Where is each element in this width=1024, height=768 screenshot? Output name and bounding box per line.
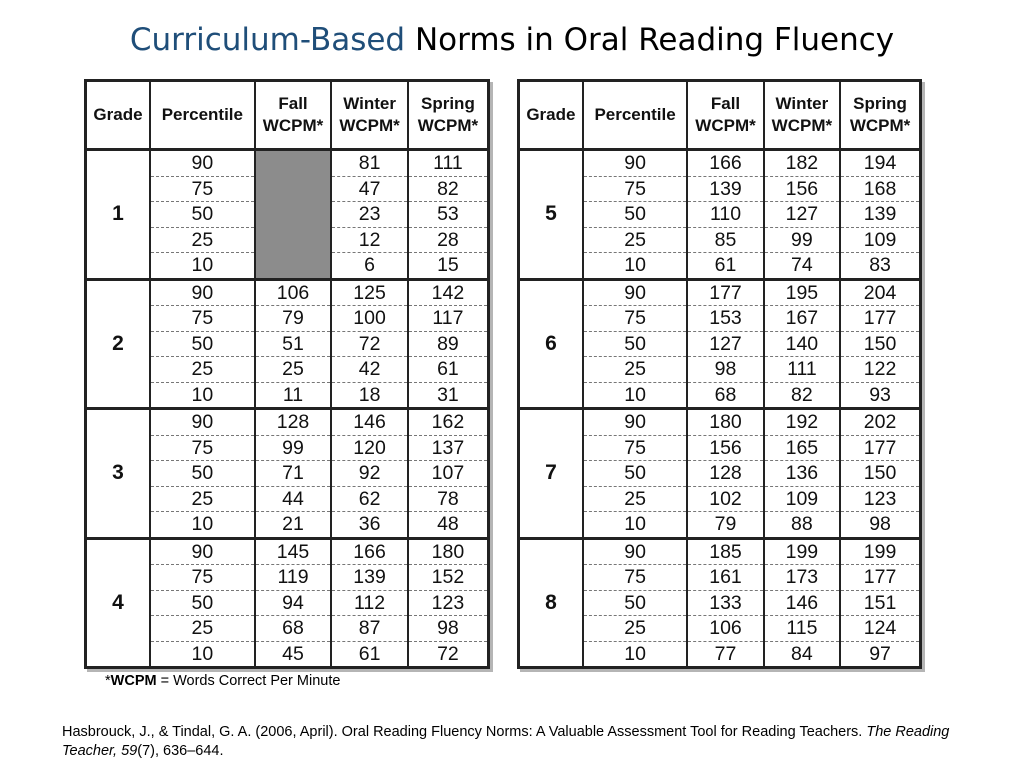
percentile-cell: 25 [583,486,688,512]
percentile-cell: 50 [583,461,688,487]
winter-cell: 146 [764,590,840,616]
spring-cell: 111 [408,150,489,177]
fall-cell: 98 [687,357,763,383]
fall-cell: 166 [687,150,763,177]
fall-cell: 102 [687,486,763,512]
footnote-definition: = Words Correct Per Minute [156,673,341,689]
percentile-cell: 25 [583,357,688,383]
header-row [86,81,489,150]
fall-header [687,81,763,150]
fall-cell: 185 [687,538,763,565]
winter-cell: 84 [764,641,840,668]
winter-cell: 140 [764,331,840,357]
fall-cell: 68 [255,616,332,642]
percentile-cell: 10 [150,641,255,668]
spring-cell: 139 [840,202,920,228]
winter-cell: 112 [331,590,408,616]
fall-header [255,81,332,150]
fall-header-line: Fall [278,94,308,113]
spring-cell: 93 [840,382,920,409]
percentile-cell: 90 [150,279,255,306]
fall-cell: 68 [687,382,763,409]
spring-cell: 180 [408,538,489,565]
fall-cell: 128 [255,409,332,436]
spring-cell: 72 [408,641,489,668]
winter-cell: 115 [764,616,840,642]
wcpm-footnote [105,673,340,689]
percentile-cell: 50 [150,590,255,616]
fall-cell: 45 [255,641,332,668]
table-row [86,538,489,565]
fall-cell: 11 [255,382,332,409]
percentile-cell: 75 [150,565,255,591]
spring-header [408,81,489,150]
spring-cell: 123 [408,590,489,616]
table-row [86,150,489,177]
winter-cell: 12 [331,227,408,253]
spring-cell: 31 [408,382,489,409]
fall-cell: 44 [255,486,332,512]
percentile-cell: 75 [583,435,688,461]
grade-cell: 8 [519,538,583,668]
spring-cell: 177 [840,565,920,591]
percentile-header: Percentile [150,81,255,150]
table-row [86,279,489,306]
spring-header-line: Spring [853,94,907,113]
spring-header [840,81,920,150]
winter-cell: 81 [331,150,408,177]
fall-cell: 180 [687,409,763,436]
percentile-header: Percentile [583,81,688,150]
fall-cell-not-assessed [255,253,332,280]
spring-cell: 82 [408,176,489,202]
winter-cell: 109 [764,486,840,512]
spring-cell: 89 [408,331,489,357]
percentile-cell: 50 [150,331,255,357]
fall-cell: 127 [687,331,763,357]
table-row [519,279,921,306]
spring-cell: 137 [408,435,489,461]
percentile-cell: 50 [150,202,255,228]
spring-cell: 204 [840,279,920,306]
spring-cell: 150 [840,461,920,487]
grade-cell: 7 [519,409,583,539]
norms-table-grades-1-4 [84,79,490,669]
winter-cell: 82 [764,382,840,409]
spring-cell: 109 [840,227,920,253]
percentile-cell: 75 [583,176,688,202]
fall-cell: 106 [255,279,332,306]
fall-cell: 145 [255,538,332,565]
spring-cell: 98 [408,616,489,642]
winter-cell: 111 [764,357,840,383]
spring-cell: 98 [840,512,920,539]
fall-cell: 156 [687,435,763,461]
winter-cell: 166 [331,538,408,565]
spring-cell: 83 [840,253,920,280]
fall-cell: 133 [687,590,763,616]
fall-cell: 51 [255,331,332,357]
percentile-cell: 50 [583,331,688,357]
percentile-cell: 50 [583,590,688,616]
spring-cell: 15 [408,253,489,280]
fall-header-line: WCPM* [262,116,324,135]
percentile-cell: 90 [150,150,255,177]
winter-cell: 62 [331,486,408,512]
spring-header-line: WCPM* [849,116,911,135]
spring-header-line: WCPM* [417,116,479,135]
winter-cell: 195 [764,279,840,306]
percentile-cell: 90 [150,538,255,565]
percentile-cell: 90 [583,150,688,177]
spring-cell: 117 [408,306,489,332]
fall-cell: 25 [255,357,332,383]
winter-cell: 88 [764,512,840,539]
citation-pages: (7), 636–644. [137,743,224,759]
fall-cell-not-assessed [255,202,332,228]
fall-cell: 79 [687,512,763,539]
percentile-cell: 25 [150,227,255,253]
fall-cell: 77 [687,641,763,668]
winter-cell: 146 [331,409,408,436]
spring-cell: 122 [840,357,920,383]
winter-header-line: WCPM* [339,116,400,135]
spring-cell: 152 [408,565,489,591]
spring-cell: 123 [840,486,920,512]
winter-cell: 23 [331,202,408,228]
norms-table-grades-5-8 [517,79,922,669]
fall-header-line: WCPM* [695,116,756,135]
winter-cell: 136 [764,461,840,487]
percentile-cell: 75 [583,565,688,591]
percentile-cell: 75 [583,306,688,332]
fall-cell: 85 [687,227,763,253]
title-highlight: Curriculum-Based [129,22,406,58]
winter-cell: 36 [331,512,408,539]
fall-cell: 94 [255,590,332,616]
percentile-cell: 10 [583,641,688,668]
percentile-cell: 50 [150,461,255,487]
percentile-cell: 90 [583,279,688,306]
fall-cell-not-assessed [255,227,332,253]
winter-cell: 47 [331,176,408,202]
spring-cell: 202 [840,409,920,436]
percentile-cell: 10 [150,512,255,539]
spring-cell: 97 [840,641,920,668]
percentile-cell: 25 [150,357,255,383]
winter-cell: 72 [331,331,408,357]
fall-cell: 106 [687,616,763,642]
grade-cell: 1 [86,150,150,280]
fall-cell-not-assessed [255,150,332,177]
percentile-cell: 10 [583,253,688,280]
table-row [519,409,921,436]
fall-cell: 153 [687,306,763,332]
percentile-cell: 10 [583,512,688,539]
spring-cell: 194 [840,150,920,177]
grade-header: Grade [86,81,150,150]
table-row [519,538,921,565]
grade-cell: 3 [86,409,150,539]
winter-header-line: WCPM* [771,116,833,135]
fall-header-line: Fall [710,94,741,113]
spring-cell: 78 [408,486,489,512]
winter-cell: 173 [764,565,840,591]
winter-cell: 61 [331,641,408,668]
table-row [519,150,921,177]
fall-cell: 99 [255,435,332,461]
fall-cell: 61 [687,253,763,280]
citation [62,723,962,761]
winter-cell: 6 [331,253,408,280]
grade-cell: 6 [519,279,583,409]
spring-cell: 177 [840,435,920,461]
grade-cell: 2 [86,279,150,409]
fall-cell: 71 [255,461,332,487]
winter-cell: 100 [331,306,408,332]
percentile-cell: 75 [150,435,255,461]
spring-cell: 162 [408,409,489,436]
footnote-star: * [105,673,111,689]
winter-cell: 92 [331,461,408,487]
percentile-cell: 90 [583,409,688,436]
percentile-cell: 75 [150,176,255,202]
percentile-cell: 25 [583,227,688,253]
winter-cell: 18 [331,382,408,409]
spring-cell: 107 [408,461,489,487]
winter-header [331,81,408,150]
percentile-cell: 25 [583,616,688,642]
percentile-cell: 10 [150,382,255,409]
spring-cell: 53 [408,202,489,228]
winter-cell: 167 [764,306,840,332]
winter-cell: 182 [764,150,840,177]
slide-title [0,22,1024,58]
fall-cell: 177 [687,279,763,306]
winter-cell: 99 [764,227,840,253]
winter-header-line: Winter [775,94,829,113]
fall-cell-not-assessed [255,176,332,202]
spring-cell: 61 [408,357,489,383]
grade-header: Grade [519,81,583,150]
spring-cell: 28 [408,227,489,253]
spring-cell: 124 [840,616,920,642]
spring-cell: 177 [840,306,920,332]
spring-cell: 150 [840,331,920,357]
header-row [519,81,921,150]
fall-cell: 119 [255,565,332,591]
fall-cell: 161 [687,565,763,591]
winter-cell: 165 [764,435,840,461]
winter-cell: 192 [764,409,840,436]
title-rest: Norms in Oral Reading Fluency [414,22,895,58]
winter-header [764,81,840,150]
winter-cell: 139 [331,565,408,591]
citation-journal: The Reading Teacher, 59 [62,724,950,759]
grade-cell: 4 [86,538,150,668]
winter-header-line: Winter [343,94,396,113]
percentile-cell: 75 [150,306,255,332]
percentile-cell: 25 [150,486,255,512]
spring-cell: 199 [840,538,920,565]
winter-cell: 156 [764,176,840,202]
spring-cell: 142 [408,279,489,306]
fall-cell: 21 [255,512,332,539]
percentile-cell: 25 [150,616,255,642]
spring-cell: 168 [840,176,920,202]
percentile-cell: 10 [150,253,255,280]
winter-cell: 42 [331,357,408,383]
spring-header-line: Spring [421,94,475,113]
spring-cell: 48 [408,512,489,539]
fall-cell: 128 [687,461,763,487]
percentile-cell: 50 [583,202,688,228]
spring-cell: 151 [840,590,920,616]
winter-cell: 120 [331,435,408,461]
citation-authors: Hasbrouck, J., & Tindal, G. A. (2006, April). Oral Reading Fluency Norms: A Valuable Assessment Tool for Reading Teachers. [62,724,867,740]
grade-cell: 5 [519,150,583,280]
winter-cell: 127 [764,202,840,228]
percentile-cell: 90 [150,409,255,436]
percentile-cell: 90 [583,538,688,565]
fall-cell: 79 [255,306,332,332]
fall-cell: 110 [687,202,763,228]
winter-cell: 125 [331,279,408,306]
table-row [86,409,489,436]
winter-cell: 74 [764,253,840,280]
percentile-cell: 10 [583,382,688,409]
winter-cell: 87 [331,616,408,642]
fall-cell: 139 [687,176,763,202]
footnote-term: WCPM [110,673,157,689]
winter-cell: 199 [764,538,840,565]
